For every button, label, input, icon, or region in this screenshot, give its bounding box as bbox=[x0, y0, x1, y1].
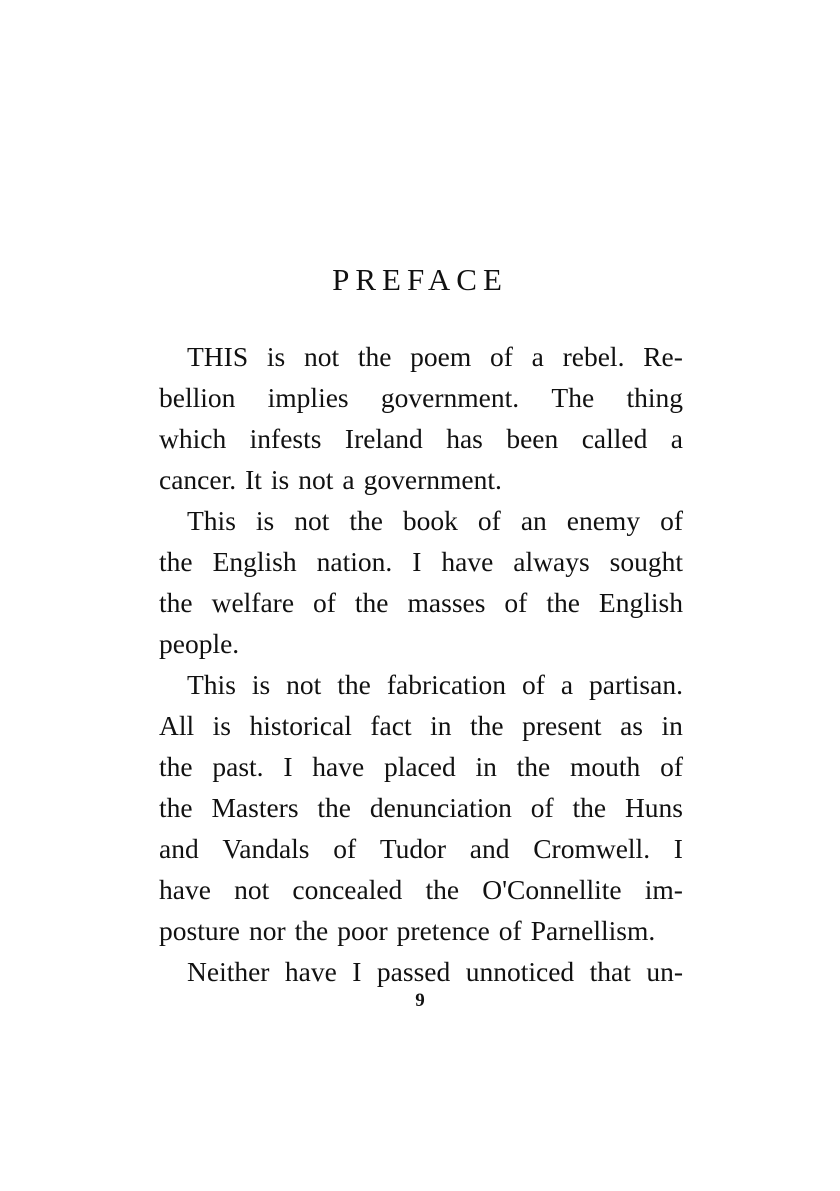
word: as bbox=[620, 710, 643, 741]
word: welfare bbox=[211, 587, 295, 618]
word: present bbox=[522, 710, 602, 741]
word: not bbox=[303, 341, 340, 372]
word: the bbox=[159, 587, 193, 618]
word: the bbox=[516, 751, 551, 782]
word: sought bbox=[609, 546, 683, 577]
word: of bbox=[530, 792, 554, 823]
word: Cromwell. bbox=[533, 833, 651, 864]
word: a bbox=[342, 464, 355, 495]
paragraph bbox=[159, 336, 683, 500]
page-number: 9 bbox=[415, 990, 425, 1011]
word: masses bbox=[407, 587, 486, 618]
word: nation. bbox=[316, 546, 393, 577]
word: of bbox=[521, 669, 545, 700]
word: of bbox=[660, 751, 683, 782]
paragraph bbox=[159, 951, 683, 992]
word: fabrication bbox=[386, 669, 506, 700]
word: the bbox=[357, 341, 392, 372]
word: concealed bbox=[292, 874, 403, 905]
word: O'Connellite bbox=[482, 874, 622, 905]
word: the bbox=[546, 587, 580, 618]
word: is bbox=[251, 669, 271, 700]
word: the bbox=[159, 792, 193, 823]
word: the bbox=[354, 587, 389, 618]
word: poor bbox=[337, 915, 388, 946]
text-line bbox=[159, 910, 683, 951]
word: fact bbox=[370, 710, 412, 741]
word: in bbox=[430, 710, 452, 741]
word: not bbox=[298, 464, 334, 495]
word: the bbox=[349, 505, 383, 536]
word: un- bbox=[646, 956, 683, 987]
word: have bbox=[312, 751, 365, 782]
word: of bbox=[313, 587, 336, 618]
text-line bbox=[159, 705, 683, 746]
word: This bbox=[187, 669, 236, 700]
text-line bbox=[159, 541, 683, 582]
text-line bbox=[159, 746, 683, 787]
word: Huns bbox=[624, 792, 683, 823]
word: the bbox=[317, 792, 351, 823]
word: Masters bbox=[211, 792, 299, 823]
word: is bbox=[212, 710, 231, 741]
word: not bbox=[234, 874, 270, 905]
paragraph bbox=[159, 664, 683, 951]
word: infests bbox=[249, 423, 322, 454]
text-line bbox=[159, 377, 683, 418]
word: of bbox=[504, 587, 528, 618]
word: the bbox=[470, 710, 504, 741]
word: is bbox=[266, 341, 286, 372]
word: book bbox=[402, 505, 458, 536]
word: passed bbox=[376, 956, 451, 987]
word: of bbox=[477, 505, 501, 536]
word: an bbox=[520, 505, 547, 536]
word: placed bbox=[383, 751, 456, 782]
word: is bbox=[270, 464, 290, 495]
word: have bbox=[159, 874, 211, 905]
text-line bbox=[159, 459, 683, 500]
word: partisan. bbox=[589, 669, 683, 700]
preface-heading: PREFACE bbox=[332, 262, 508, 297]
word: English bbox=[212, 546, 297, 577]
word: nor bbox=[248, 915, 286, 946]
word: implies bbox=[267, 382, 349, 413]
word: Tudor bbox=[379, 833, 447, 864]
word: I bbox=[283, 751, 293, 782]
word: the bbox=[572, 792, 607, 823]
word: not bbox=[286, 669, 322, 700]
paragraph bbox=[159, 500, 683, 664]
word: bellion bbox=[159, 382, 236, 413]
word: the bbox=[425, 874, 460, 905]
text-line bbox=[159, 951, 683, 992]
word: the bbox=[294, 915, 329, 946]
word: THIS bbox=[187, 341, 249, 372]
word: a bbox=[531, 341, 544, 372]
word: It bbox=[245, 464, 262, 495]
word: called bbox=[581, 423, 648, 454]
word: denunciation bbox=[369, 792, 512, 823]
word: pretence bbox=[396, 915, 490, 946]
word: thing bbox=[626, 382, 683, 413]
word: a bbox=[560, 669, 574, 700]
word: a bbox=[670, 423, 683, 454]
word: been bbox=[506, 423, 559, 454]
word: of bbox=[333, 833, 357, 864]
word: the bbox=[159, 751, 193, 782]
word: have bbox=[284, 956, 337, 987]
word: which bbox=[159, 423, 227, 454]
word: I bbox=[673, 833, 683, 864]
text-line bbox=[159, 869, 683, 910]
word: Ireland bbox=[344, 423, 423, 454]
word: This bbox=[187, 505, 236, 536]
word: have bbox=[441, 546, 494, 577]
word: Neither bbox=[187, 956, 270, 987]
word: has bbox=[446, 423, 483, 454]
word: mouth bbox=[570, 751, 641, 782]
word: Parnellism. bbox=[530, 915, 656, 946]
word: and bbox=[469, 833, 510, 864]
word: cancer. bbox=[159, 464, 237, 495]
text-line bbox=[159, 418, 683, 459]
text-line bbox=[159, 336, 683, 377]
word: not bbox=[294, 505, 330, 536]
word: All bbox=[159, 710, 195, 741]
word: rebel. bbox=[562, 341, 625, 372]
word: past. bbox=[212, 751, 264, 782]
word: English bbox=[598, 587, 683, 618]
word: and bbox=[159, 833, 199, 864]
word: the bbox=[337, 669, 371, 700]
word: government. bbox=[363, 464, 502, 495]
word: is bbox=[255, 505, 275, 536]
word: posture bbox=[159, 915, 240, 946]
text-line bbox=[159, 582, 683, 623]
word: poem bbox=[410, 341, 472, 372]
preface-body bbox=[159, 336, 683, 992]
word: unnoticed bbox=[465, 956, 575, 987]
word: of bbox=[490, 341, 513, 372]
word: Vandals bbox=[222, 833, 310, 864]
word: that bbox=[589, 956, 631, 987]
word: historical bbox=[249, 710, 352, 741]
word: I bbox=[412, 546, 422, 577]
word: im- bbox=[644, 874, 683, 905]
text-line bbox=[159, 828, 683, 869]
text-line bbox=[159, 623, 683, 664]
word: of bbox=[660, 505, 683, 536]
word: in bbox=[661, 710, 683, 741]
word: people. bbox=[159, 628, 240, 659]
word: government. bbox=[380, 382, 520, 413]
word: Re- bbox=[643, 341, 683, 372]
text-line bbox=[159, 787, 683, 828]
word: the bbox=[159, 546, 193, 577]
word: I bbox=[352, 956, 362, 987]
word: The bbox=[551, 382, 595, 413]
text-line bbox=[159, 500, 683, 541]
word: of bbox=[498, 915, 522, 946]
word: always bbox=[513, 546, 590, 577]
word: in bbox=[475, 751, 497, 782]
text-line bbox=[159, 664, 683, 705]
word: enemy bbox=[566, 505, 641, 536]
